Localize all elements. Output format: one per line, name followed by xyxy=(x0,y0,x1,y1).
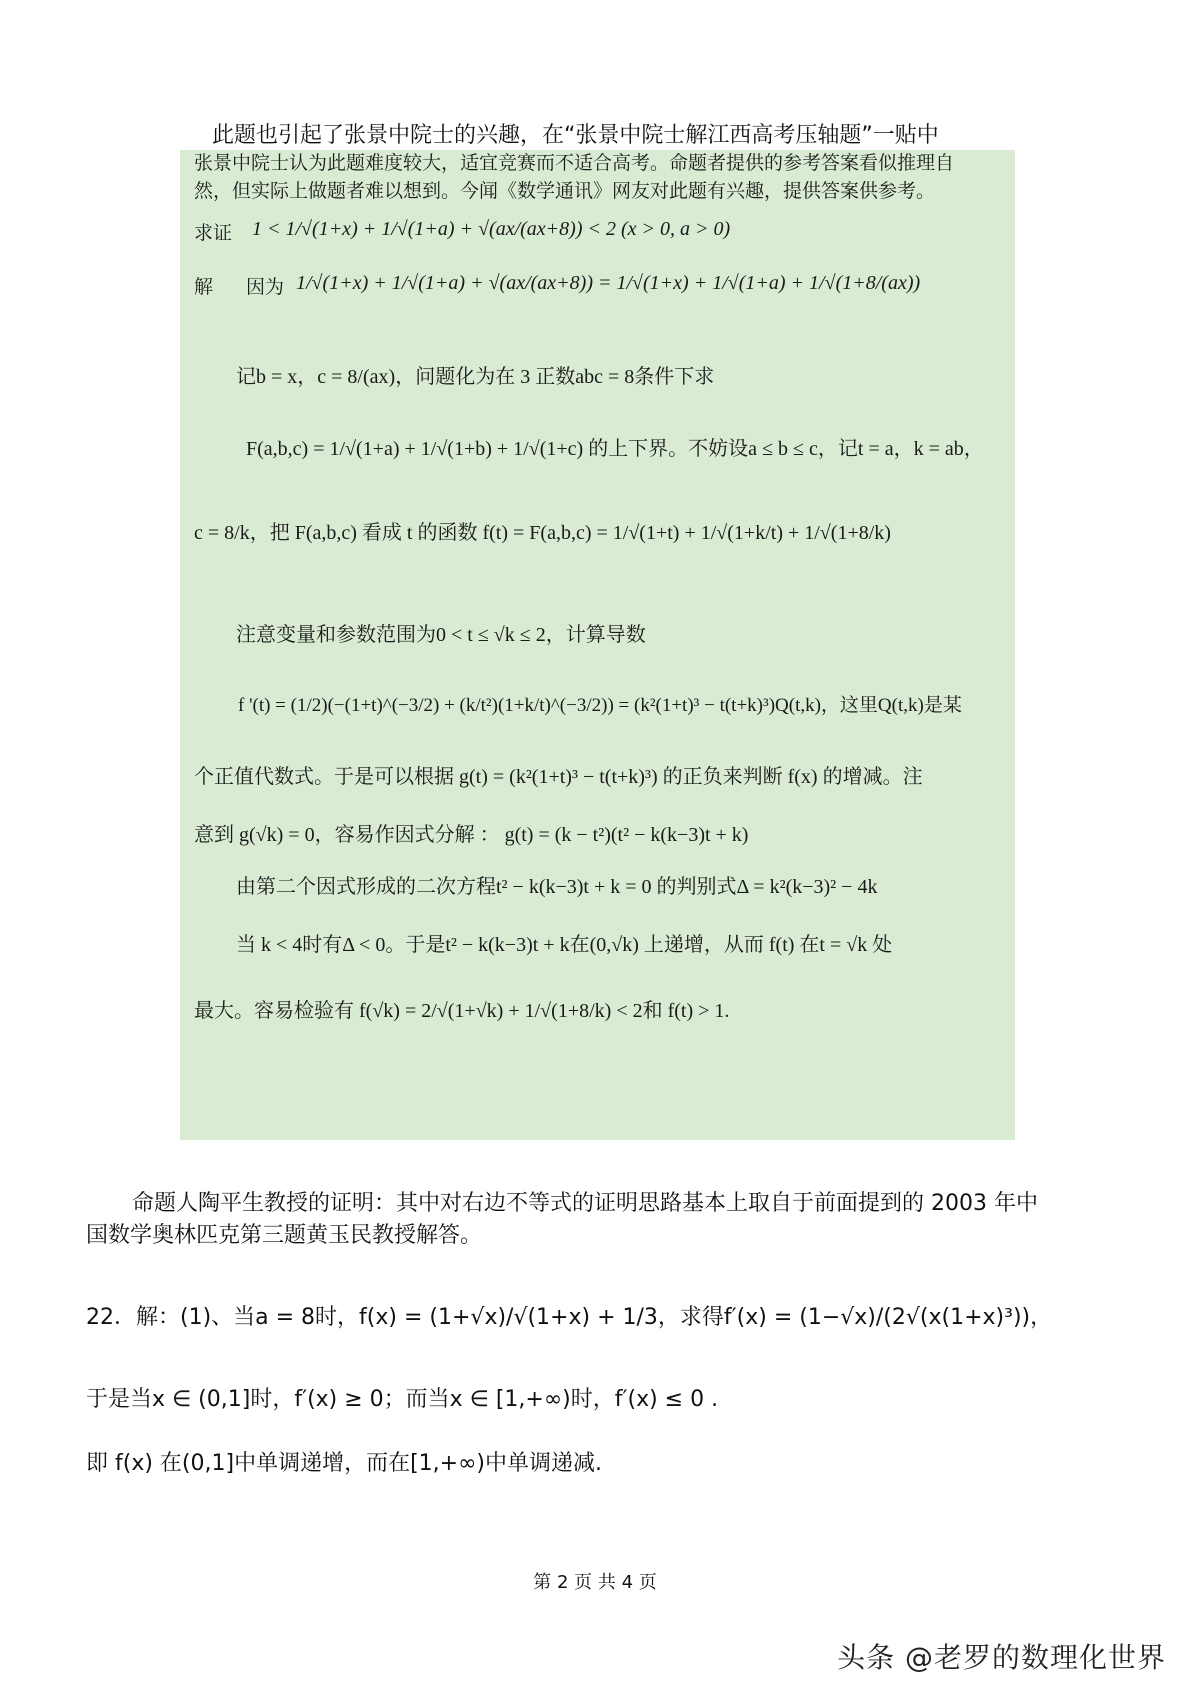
monotonic-conclusion-line: 即 f(x) 在(0,1]中单调递增，而在[1,+∞)中单调递减. xyxy=(86,1451,602,1476)
because-label: 因为 xyxy=(246,276,285,298)
discriminant-line: 由第二个因式形成的二次方程t² − k(k−3)t + k = 0 的判别式Δ = k²(k−3)² − 4k xyxy=(236,876,878,898)
box-line-2: 然，但实际上做题者难以想到。今闻《数学通讯》网友对此题有兴趣，提供答案供参考。 xyxy=(194,180,936,202)
range-line: 注意变量和参数范围为0 < t ≤ √k ≤ 2，计算导数 xyxy=(236,624,646,646)
paragraph-line-2: 国数学奥林匹克第三题黄玉民教授解答。 xyxy=(86,1223,483,1248)
solve-label: 解 xyxy=(194,276,214,298)
page-footer: 第 2 页 共 4 页 xyxy=(533,1572,657,1593)
prove-formula: 1 < 1/√(1+x) + 1/√(1+a) + √(ax/(ax+8)) < 2 (x > 0, a > 0) xyxy=(252,218,731,240)
monotonic-condition-line: 于是当x ∈ (0,1]时，f′(x) ≥ 0；而当x ∈ [1,+∞)时，f′(x) ≤ 0 . xyxy=(86,1387,719,1412)
question-22-line: 22．解：(1)、当a = 8时，f(x) = (1+√x)/√(1+x) + 1/3，求得f′(x) = (1−√x)/(2√(x(1+x)³))， xyxy=(86,1305,1053,1330)
positive-expression-line: 个正值代数式。于是可以根据 g(t) = (k²(1+t)³ − t(t+k)³) 的正负来判断 f(x) 的增减。注 xyxy=(194,766,923,788)
paragraph-line-1: 命题人陶平生教授的证明：其中对右边不等式的证明思路基本上取自于前面提到的 2003 年中 xyxy=(132,1191,1038,1216)
increasing-line: 当 k < 4时有Δ < 0。于是t² − k(k−3)t + k在(0,√k) 上递增，从而 f(t) 在t = √k 处 xyxy=(236,934,893,956)
F-definition-line: F(a,b,c) = 1/√(1+a) + 1/√(1+b) + 1/√(1+c) 的上下界。不妨设a ≤ b ≤ c，记t = a，k = ab， xyxy=(246,438,984,460)
prove-label: 求证 xyxy=(194,222,233,244)
maximum-line: 最大。容易检验有 f(√k) = 2/√(1+√k) + 1/√(1+8/k) < 2和 f(t) > 1. xyxy=(194,1000,730,1022)
watermark: 头条 @老罗的数理化世界 xyxy=(837,1641,1166,1674)
box-line-1: 张景中院士认为此题难度较大，适宜竞赛而不适合高考。命题者提供的参考答案看似推理自 xyxy=(194,152,955,174)
quoted-solution-box xyxy=(180,150,1015,1140)
substitute-line: 记b = x，c = 8/(ax)，问题化为在 3 正数abc = 8条件下求 xyxy=(236,366,715,388)
because-formula: 1/√(1+x) + 1/√(1+a) + √(ax/(ax+8)) = 1/√(1+x) + 1/√(1+a) + 1/√(1+8/(ax)) xyxy=(296,272,921,294)
intro-line: 此题也引起了张景中院士的兴趣，在“张景中院士解江西高考压轴题”一贴中 xyxy=(212,123,939,148)
factorization-line: 意到 g(√k) = 0，容易作因式分解 ： g(t) = (k − t²)(t² − k(k−3)t + k) xyxy=(194,824,749,846)
derivative-line: f '(t) = (1/2)(−(1+t)^(−3/2) + (k/t²)(1+k/t)^(−3/2)) = (k²(1+t)³ − t(t+k)³)Q(t,k)，这里Q(t,k)是某 xyxy=(238,695,962,716)
c-substitution-line: c = 8/k，把 F(a,b,c) 看成 t 的函数 f(t) = F(a,b,c) = 1/√(1+t) + 1/√(1+k/t) + 1/√(1+8/k) xyxy=(194,522,891,544)
